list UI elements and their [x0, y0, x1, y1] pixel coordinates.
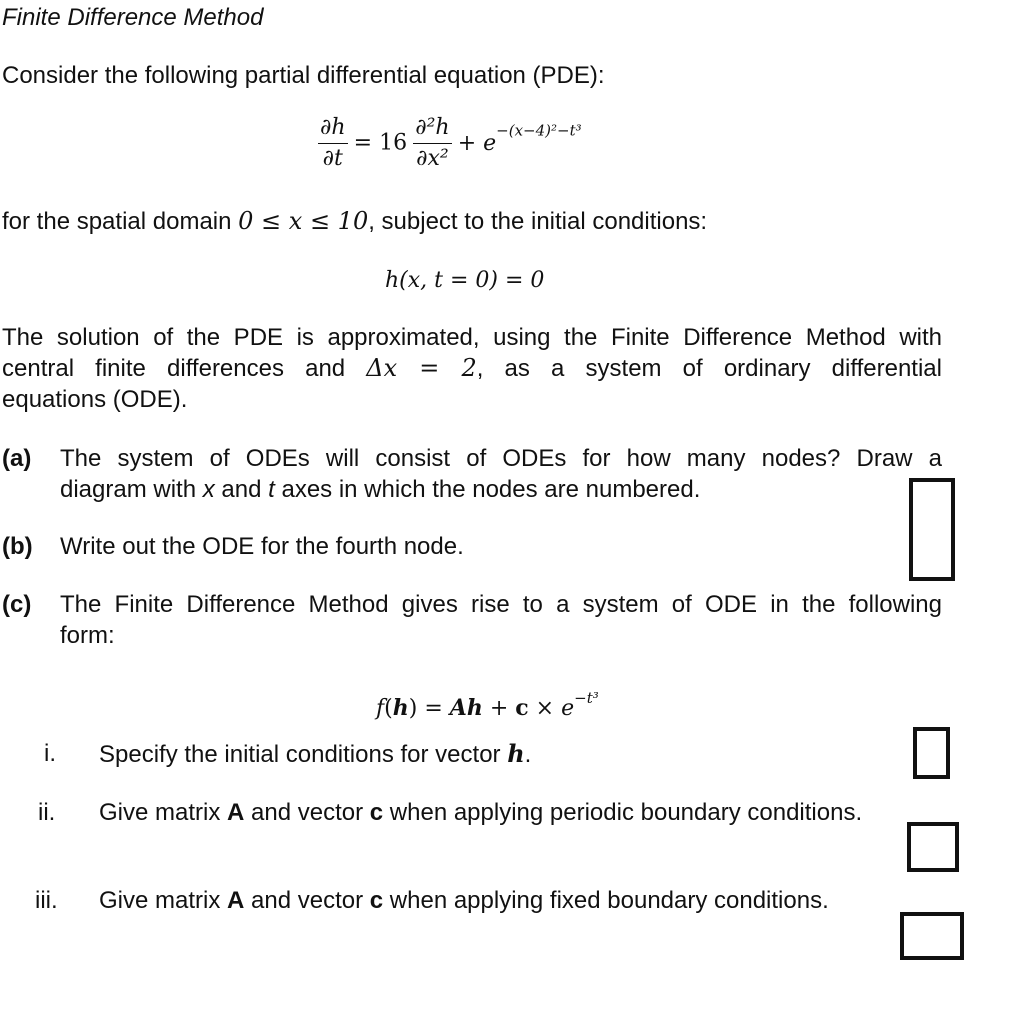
domain-text-before: for the spatial domain [2, 208, 239, 235]
system-form-equation [376, 683, 599, 724]
subquestion-text-part: . [524, 741, 532, 768]
question-a-line2-part: axes in which the nodes are numbered. [274, 476, 701, 503]
vector-c: c [369, 799, 384, 826]
source-term-exponent: −(x−4)²−t³ [496, 121, 582, 140]
matrix-A: A [227, 887, 245, 914]
subquestion-text-part: Give matrix [99, 887, 228, 914]
answer-box-c-iii[interactable] [900, 912, 964, 960]
dh-dt-fraction [318, 115, 348, 172]
intro-text: Consider the following partial differential equation (PDE): [2, 62, 605, 89]
initial-condition-equation: h(x, t = 0) = 0 [385, 268, 545, 293]
method-line-2 [2, 353, 942, 384]
subquestion-text-part: and vector [244, 887, 370, 914]
subquestion-ii-text [99, 797, 862, 828]
subquestion-text-part: when applying fixed boundary conditions. [383, 887, 829, 914]
subquestion-text-part: Give matrix [99, 799, 228, 826]
vector-c: c [369, 887, 384, 914]
question-a-text [60, 443, 942, 505]
source-term-base: + e [457, 131, 497, 156]
h-vector: h [392, 695, 409, 721]
Ah-term: Ah [449, 695, 483, 721]
question-b-label: (b) [2, 533, 33, 560]
question-c-line-2: form: [60, 622, 115, 649]
answer-box-c-i[interactable] [913, 727, 950, 779]
fraction-denominator: ∂t [322, 146, 343, 171]
c-vector: c [515, 695, 529, 721]
plus-sign: + [482, 696, 516, 721]
subquestion-text-part: when applying periodic boundary conditions. [383, 799, 863, 826]
answer-box-c-ii[interactable] [907, 822, 959, 872]
fraction-numerator: ∂h [318, 115, 348, 144]
equals-coefficient: = 16 [353, 130, 408, 156]
question-b-text: Write out the ODE for the fourth node. [60, 533, 464, 560]
t-variable: t [268, 476, 275, 503]
subquestion-text-part: Specify the initial conditions for vector [99, 741, 508, 768]
domain-math: 0 ≤ x ≤ 10 [238, 207, 369, 235]
question-c-label: (c) [2, 591, 32, 618]
question-a-line-2 [60, 474, 942, 505]
fraction-numerator: ∂²h [413, 115, 451, 144]
exponent: −t³ [574, 689, 599, 707]
subquestion-iii-numeral: iii. [35, 887, 58, 914]
pde-equation [318, 115, 582, 172]
answer-box-a[interactable] [909, 478, 955, 581]
f-symbol: f [376, 696, 385, 721]
method-paragraph [2, 322, 942, 415]
method-line-1: The solution of the PDE is approximated, using the Finite Difference Method with [2, 324, 942, 351]
subquestion-iii-text [99, 885, 829, 916]
matrix-A: A [227, 799, 245, 826]
paren: ( [384, 696, 393, 721]
subquestion-text-part: and vector [244, 799, 370, 826]
question-a-line2-part: diagram with [60, 476, 203, 503]
domain-line [2, 206, 707, 237]
page-title: Finite Difference Method [2, 4, 264, 31]
question-c-line-1: The Finite Difference Method gives rise to a system of ODE in the following [60, 591, 942, 618]
paren-equals: ) = [408, 696, 450, 721]
question-a-line-1: The system of ODEs will consist of ODEs for how many nodes? Draw a [60, 445, 942, 472]
subquestion-i-numeral: i. [44, 740, 56, 767]
times-e: × e [528, 696, 575, 721]
subquestion-ii-numeral: ii. [38, 799, 56, 826]
domain-text-after: , subject to the initial conditions: [368, 208, 708, 235]
method-line-3: equations (ODE). [2, 386, 188, 413]
x-variable: x [202, 476, 215, 503]
question-c-text [60, 589, 942, 651]
question-a-line2-part: and [214, 476, 269, 503]
method-line2-before: central finite differences and [2, 355, 367, 382]
d2h-dx2-fraction [413, 115, 451, 172]
delta-x-math: Δx = 2 [366, 354, 477, 382]
subquestion-i-text [99, 738, 531, 770]
h-vector: h [507, 739, 525, 768]
question-a-label: (a) [2, 445, 32, 472]
method-line2-after: , as a system of ordinary differential [476, 355, 942, 382]
fraction-denominator: ∂x² [416, 146, 449, 171]
